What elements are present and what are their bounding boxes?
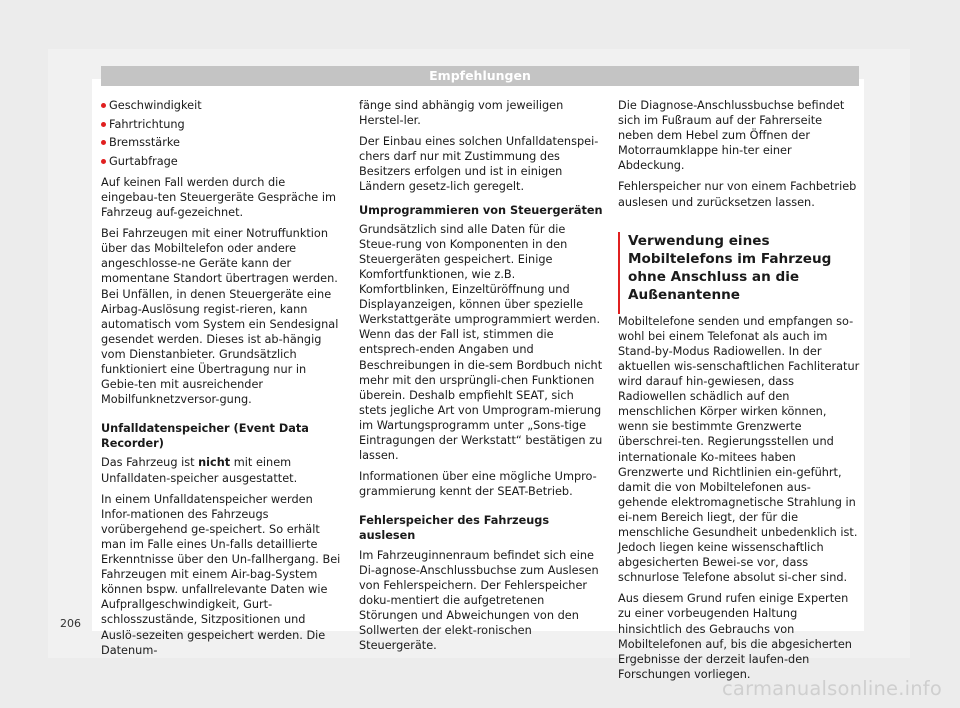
- paragraph: Der Einbau eines solchen Unfalldatenspei-chers darf nur mit Zustimmung des Besitzers erfolgen und ist in einigen Ländern gesetz-lich geregelt.: [359, 135, 599, 194]
- paragraph: Mobiltelefone senden und empfangen so-wohl bei einem Telefonat als auch im Stand-by-Modus Radiowellen. In der aktuellen wis-senschaftlichen Fachliteratur wird darauf hin-gewiesen, dass Radiowellen schädlich auf den menschlichen Körper wirken können, wenn sie bestimmte Grenzwerte überschrei-ten. Regierungsstellen und internationale Ko-mitees haben Grenzwerte und Richtlinien ein-geführt, damit die von Mobiltelefonen aus-gehende elektromagnetische Strahlung in ei-nem Bereich liegt, der für die menschliche Gesundheit unbedenklich ist. Jedoch liegen keine wissenschaftlich abgesicherten Bewei-se vor, dass schnurlose Telefone absolut si-cher sind.: [618, 314, 860, 585]
- list-item: Geschwindigkeit: [101, 98, 344, 113]
- list-item: Gurtabfrage: [101, 154, 344, 169]
- subheading: Unfalldatenspeicher (Event Data Recorder): [101, 422, 309, 451]
- list-item: Fahrtrichtung: [101, 117, 344, 132]
- list-item: Bremsstärke: [101, 135, 344, 150]
- section-title: Verwendung eines Mobiltelefons im Fahrzeug ohne Anschluss an die Außenantenne: [618, 232, 860, 314]
- bullet-icon: [101, 159, 106, 164]
- paragraph: fänge sind abhängig vom jeweiligen Herstel-ler.: [359, 99, 564, 128]
- paragraph: Grundsätzlich sind alle Daten für die Steue-rung von Komponenten in den Steuergeräten gespeichert. Einige Komfortfunktionen, wie z.B. Komfortblinken, Einzeltüröffnung und Displayanzeigen, können über spezielle Werkstattgeräte umprogrammiert werden. Wenn das der Fall ist, stimmen die entsprech-enden Angaben und Beschreibungen in die-sem Bordbuch nicht mehr mit den ursprüngli-chen Funktionen überein. Deshalb empfiehlt SEAT, sich stets jegliche Art von Umprogram-mierung im Wartungsprogramm unter „Sons-tige Eintragungen der Werkstatt“ bestätigen zu lassen.: [359, 222, 603, 463]
- page-number: 206: [60, 617, 81, 630]
- section-header: Empfehlungen: [101, 66, 859, 86]
- paragraph: In einem Unfalldatenspeicher werden Infor-mationen des Fahrzeugs vorübergehend ge-speichert. So erhält man im Falle eines Un-falls detaillierte Erkenntnisse über den Un-fallhergang. Bei Fahrzeugen mit einem Air-bag-System können bspw. unfallrelevante Daten wie Aufprallgeschwindigkeit, Gurt-schlosszustände, Sitzpositionen und Auslö-sezeiten gespeichert werden. Die Datenum-: [101, 492, 341, 657]
- column-2: [359, 98, 603, 659]
- column-3: [618, 98, 860, 688]
- paragraph: Auf keinen Fall werden durch die eingebau-ten Steuergeräte Gespräche im Fahrzeug auf-gezeichnet.: [101, 175, 336, 220]
- paragraph: Die Diagnose-Anschlussbuchse befindet sich im Fußraum auf der Fahrerseite neben dem Hebel zum Öffnen der Motorraumklappe hin-ter einer Abdeckung.: [618, 99, 845, 173]
- column-1: [101, 98, 344, 664]
- subheading: Umprogrammieren von Steuergeräten: [359, 203, 603, 217]
- paragraph: Im Fahrzeuginnenraum befindet sich eine Di-agnose-Anschlussbuchse zum Auslesen von Fehlerspeichern. Der Fehlerspeicher doku-mentiert die aufgetretenen Störungen und Abweichungen von den Sollwerten der elekt-ronischen Steuergeräte.: [359, 548, 599, 653]
- paragraph: Fehlerspeicher nur von einem Fachbetrieb auslesen und zurücksetzen lassen.: [618, 180, 857, 209]
- paragraph: Informationen über eine mögliche Umpro-grammierung kennt der SEAT-Betrieb.: [359, 470, 597, 499]
- bullet-icon: [101, 140, 106, 145]
- bullet-icon: [101, 122, 106, 127]
- bullet-icon: [101, 103, 106, 108]
- subheading: Fehlerspeicher des Fahrzeugs auslesen: [359, 514, 550, 543]
- bullet-list: [101, 98, 344, 169]
- paragraph: Bei Fahrzeugen mit einer Notruffunktion über das Mobiltelefon oder andere angeschlosse-ne Geräte kann der momentane Standort übertragen werden. Bei Unfällen, in denen Steuergeräte eine Airbag-Auslösung regist-rieren, kann automatisch vom System ein Sendesignal gesendet werden. Dieses ist ab-hängig vom Dienstanbieter. Grundsätzlich funktioniert eine Übertragung nur in Gebie-ten mit ausreichender Mobilfunknetzversor-gung.: [101, 227, 339, 407]
- paragraph: Das Fahrzeug ist nicht mit einem Unfalldaten-speicher ausgestattet.: [101, 456, 298, 485]
- paragraph: Aus diesem Grund rufen einige Experten zu einer vorbeugenden Haltung hinsichtlich des Gebrauchs von Mobiltelefonen auf, bis die abgesicherten Ergebnisse der derzeit laufen-den Forschungen vorliegen.: [618, 592, 852, 681]
- watermark: carmanualsonline.info: [722, 677, 942, 700]
